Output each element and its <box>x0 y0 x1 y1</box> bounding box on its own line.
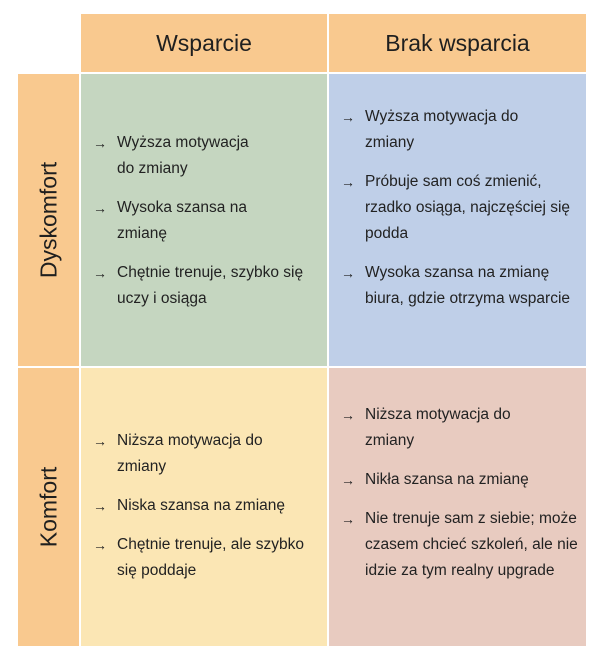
quadrant-discomfort-support <box>81 74 327 366</box>
column-header-no-support <box>329 14 586 72</box>
row-header-comfort <box>18 368 79 646</box>
arrow-right-icon: → <box>341 407 355 423</box>
list-item: → Nikła szansa na zmianę <box>341 467 590 493</box>
list-item: → Nie trenuje sam z siebie; może czasem chcieć szkoleń, ale nie idzie za tym realny upgrade <box>341 506 590 584</box>
quadrant-comfort-no-support <box>329 368 586 646</box>
column-header-support <box>81 14 327 72</box>
arrow-right-icon: → <box>93 498 107 514</box>
quadrant-comfort-support <box>81 368 327 646</box>
row-header-label: Komfort <box>35 466 61 548</box>
list-item: → Wyższa motywacja do zmiany <box>341 104 525 156</box>
item-list <box>341 104 578 312</box>
list-item: → Niższa motywacja do zmiany <box>341 402 525 454</box>
list-item: → Niska szansa na zmianę <box>93 493 337 519</box>
list-item: → Próbuje sam coś zmienić, rzadko osiąga, najczęściej się podda <box>341 169 577 247</box>
item-list <box>341 402 578 584</box>
list-item: → Wysoka szansa na zmianę biura, gdzie otrzyma wsparcie <box>341 260 577 312</box>
arrow-right-icon: → <box>341 109 355 125</box>
item-list <box>93 130 319 312</box>
list-item: → Niższa motywacja do zmiany <box>93 428 287 480</box>
arrow-right-icon: → <box>341 511 355 527</box>
arrow-right-icon: → <box>93 537 107 553</box>
list-item: → Chętnie trenuje, szybko się uczy i osiąga <box>93 260 321 312</box>
arrow-right-icon: → <box>93 433 107 449</box>
list-item: → Wyższa motywacja do zmiany <box>93 130 257 182</box>
arrow-right-icon: → <box>341 265 355 281</box>
arrow-right-icon: → <box>341 472 355 488</box>
arrow-right-icon: → <box>93 265 107 281</box>
arrow-right-icon: → <box>93 200 107 216</box>
list-item: → Wysoka szansa na zmianę <box>93 195 257 247</box>
row-header-discomfort <box>18 74 79 366</box>
quadrant-discomfort-no-support <box>329 74 586 366</box>
row-header-label: Dyskomfort <box>35 161 61 279</box>
arrow-right-icon: → <box>93 135 107 151</box>
item-list <box>93 428 319 584</box>
column-header-label: Wsparcie <box>156 29 252 56</box>
arrow-right-icon: → <box>341 174 355 190</box>
list-item: → Chętnie trenuje, ale szybko się poddaje <box>93 532 307 584</box>
column-header-label: Brak wsparcia <box>385 29 530 56</box>
support-comfort-matrix <box>18 14 586 646</box>
